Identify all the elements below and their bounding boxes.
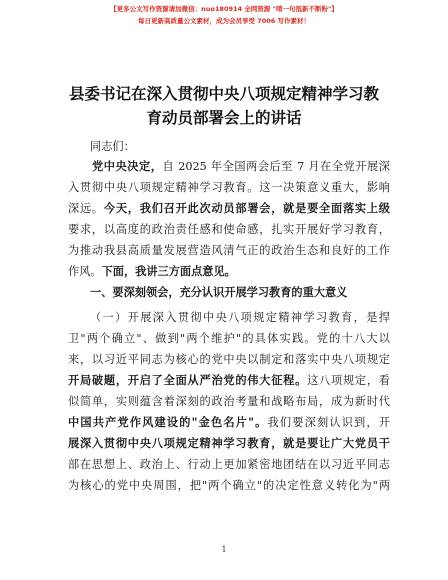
paragraph-2-line: 似简单，实则蕴含着深刻的政治考量和战略布局，成为新时代 — [68, 395, 390, 408]
paragraph-1-line: 党中央决定，自 2025 年全国两会后至 7 月在全党开展深 — [92, 160, 390, 173]
paragraph-2-line: 展深入贯彻中央八项规定精神学习教育，就是要让广大党员干 — [68, 437, 390, 450]
section-heading-1: 一、要深刻领会，充分认识开展学习教育的重大意义 — [90, 286, 348, 299]
paragraph-2-line: 开局破题，开启了全面从严治党的伟大征程。这八项规定，看 — [68, 374, 390, 387]
paragraph-1-line: 为推动我县高质量发展营造风清气正的政治生态和良好的工作 — [68, 244, 390, 257]
page-number: 1 — [221, 545, 227, 554]
paragraph-2-line: （一）开展深入贯彻中央八项规定精神学习教育，是捍 — [90, 311, 390, 324]
paragraph-2-line: 来，以习近平同志为核心的党中央以制定和落实中央八项规定 — [68, 353, 390, 366]
promo-banner-line-2: 每日更新高质量公文素材，成为会员享受 7006 写作素材！ — [137, 17, 311, 25]
document-title-line-1: 县委书记在深入贯彻中央八项规定精神学习教 — [68, 85, 379, 103]
paragraph-1-line: 要求，以高度的政治责任感和使命感，扎实开展好学习教育， — [68, 223, 390, 236]
paragraph-2-line: 中国共产党作风建设的"金色名片"。我们要深刻认识到，开 — [68, 416, 390, 429]
paragraph-2-line: 部在思想上、政治上、行动上更加紧密地团结在以习近平同志 — [68, 458, 390, 471]
paragraph-1-line: 作风。下面，我讲三方面点意见。 — [68, 265, 236, 278]
paragraph-2-line: 为核心的党中央周围，把"两个确立"的决定性意义转化为"两 — [68, 479, 390, 492]
paragraph-2-line: 卫"两个确立"、做到"两个维护"的具体实践。党的十八大以 — [68, 332, 390, 345]
paragraph-1-line: 深远。今天，我们召开此次动员部署会，就是要全面落实上级 — [68, 202, 390, 215]
paragraph-1-line: 入贯彻中央八项规定精神学习教育。这一决策意义重大，影响 — [68, 181, 390, 194]
salutation: 同志们： — [90, 140, 135, 153]
promo-banner-line-1: 【更多公文写作资源请加微信：nuo180914 全网资源 "啃一句抵新不断粉"】 — [110, 5, 338, 13]
document-title-line-2: 育动员部署会上的讲话 — [146, 109, 302, 127]
